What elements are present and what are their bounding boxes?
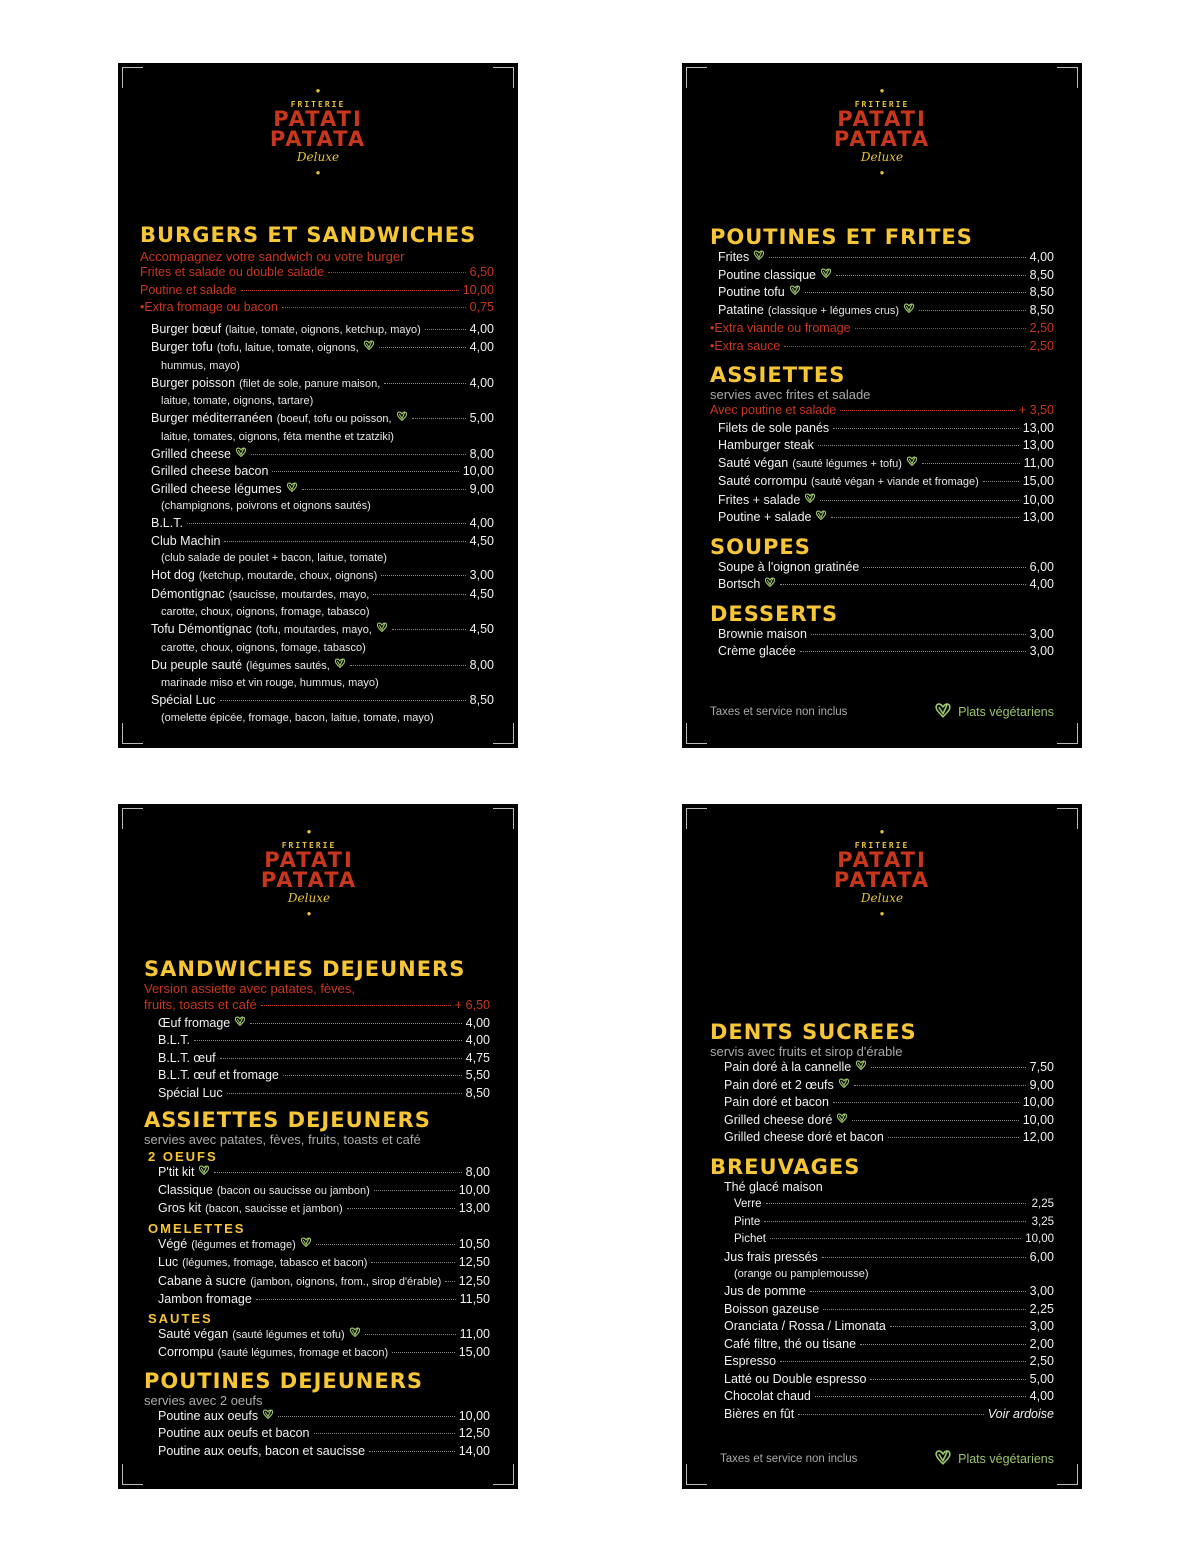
item-name: •Extra fromage ou bacon (140, 300, 278, 314)
menu-item (724, 1353, 1054, 1371)
item-name: Grilled cheese doré et bacon (724, 1130, 884, 1144)
item-name: Patatine (718, 302, 764, 317)
item-name: Pain doré à la cannelle (724, 1060, 852, 1074)
veg-heart-icon (855, 1059, 867, 1071)
item-name: Démontignac (151, 586, 225, 601)
item-price: 4,50 (469, 586, 494, 601)
menu-item-the: Thé glacé maison (724, 1179, 823, 1194)
item-description-continued: marinade miso et vin rouge, hummus, mayo) (161, 677, 379, 689)
menu-item (724, 1112, 1054, 1130)
veg-heart-icon (815, 509, 827, 521)
item-name: Hamburger steak (718, 438, 814, 452)
menu-item (158, 1273, 490, 1292)
item-name: Poutine + salade (718, 510, 812, 524)
section-title: BREUVAGES (710, 1154, 861, 1179)
menu-item (724, 1336, 1054, 1354)
item-description: (sauté végan + viande et fromage) (810, 476, 979, 488)
section-title: POUTINES ET FRITES (710, 225, 973, 249)
item-price: 12,00 (1022, 1130, 1054, 1144)
section-title: BURGERS ET SANDWICHES (140, 223, 477, 247)
section-note: servies avec frites et salade (710, 387, 871, 402)
item-name: Poutine classique (718, 267, 816, 282)
item-price: 4,00 (465, 1033, 490, 1047)
item-name: Boisson gazeuse (724, 1301, 820, 1316)
item-description-continued: (omelette épicée, fromage, bacon, laitue, tomate, mayo) (161, 711, 434, 724)
item-price: 10,00 (458, 1408, 490, 1423)
item-price: 13,00 (1022, 510, 1054, 524)
section-title: POUTINES DEJEUNERS (144, 1368, 423, 1393)
veg-legend: Plats végétariens (934, 1448, 1054, 1469)
item-name: Végé (158, 1236, 188, 1251)
item-description: (filet de sole, panure maison, (239, 377, 381, 390)
veg-heart-icon (262, 1408, 274, 1420)
item-description: (classique + légumes crus) (767, 304, 900, 317)
menu-item (718, 284, 1054, 302)
item-name: Pichet (734, 1233, 766, 1245)
size-row (734, 1196, 1054, 1214)
item-price: 5,00 (1029, 1371, 1054, 1386)
item-price: 13,00 (1022, 438, 1054, 452)
item-description: (saucisse, moutardes, mayo, (228, 588, 370, 601)
menu-item (724, 1129, 1054, 1147)
item-price: 10,00 (462, 282, 494, 297)
size-row (734, 1214, 1054, 1232)
item-name: Burger méditerranéen (151, 411, 273, 425)
menu-item (724, 1406, 1054, 1424)
menu-item (158, 1326, 490, 1345)
item-price: 6,50 (469, 265, 494, 279)
item-name: Bières en fût (724, 1406, 795, 1421)
item-name: Pain doré et bacon (724, 1095, 829, 1109)
item-price: 3,00 (1029, 644, 1054, 658)
item-price: 5,00 (469, 411, 494, 425)
item-description: (légumes sautés, (246, 659, 330, 672)
size-row (734, 1231, 1054, 1249)
item-name: Classique (158, 1182, 213, 1197)
item-price: 7,50 (1029, 1060, 1054, 1074)
item-name: Frites et salade ou double salade (140, 265, 325, 279)
item-name: Spécial Luc (151, 693, 216, 707)
item-name: Pinte (734, 1215, 761, 1228)
item-price: 4,50 (469, 622, 494, 636)
menu-item (158, 1425, 490, 1443)
group-title: 2 OEUFS (148, 1149, 218, 1164)
item-price: 3,00 (1029, 626, 1054, 641)
item-price: 4,00 (469, 516, 494, 530)
item-price: 15,00 (458, 1345, 490, 1359)
item-description: (tofu, laitue, tomate, oignons, (216, 342, 359, 354)
menu-item (151, 375, 494, 394)
item-name: Burger bœuf (151, 321, 222, 336)
menu-card-poutines (682, 63, 1082, 748)
item-name: Spécial Luc (158, 1085, 223, 1100)
item-price: 14,00 (458, 1443, 490, 1458)
item-name: Frites + salade (718, 492, 801, 507)
item-price: 2,50 (1029, 338, 1054, 353)
veg-heart-icon (934, 701, 952, 722)
section-intro: Accompagnez votre sandwich ou votre burger (140, 249, 405, 264)
item-description-continued: (club salade de poulet + bacon, laitue, tomate) (161, 552, 387, 564)
menu-item (151, 567, 494, 586)
item-name: B.L.T. (151, 516, 183, 530)
section-title: DENTS SUCREES (710, 1020, 917, 1044)
item-price: 10,50 (458, 1236, 490, 1251)
item-price: 12,50 (458, 1273, 490, 1288)
item-price: 12,50 (458, 1426, 490, 1440)
item-price: 4,00 (1029, 250, 1054, 264)
veg-heart-icon (300, 1236, 312, 1248)
veg-heart-icon (764, 576, 776, 588)
item-name: B.L.T. œuf (158, 1050, 216, 1065)
option-row (710, 402, 1054, 420)
item-price: 10,00 (1022, 492, 1054, 507)
item-name: Burger tofu (151, 340, 213, 354)
item-description-continued: hummus, mayo) (161, 359, 240, 372)
item-description: (bacon, saucisse et jambon) (205, 1203, 343, 1215)
brand-logo: ● FRITERIE PATATI PATATA Deluxe ● (269, 86, 367, 177)
item-price: 4,75 (465, 1050, 490, 1065)
item-price: 11,50 (459, 1292, 490, 1306)
menu-item (724, 1318, 1054, 1336)
item-price: 9,00 (1029, 1077, 1054, 1092)
section-note: servies avec 2 oeufs (144, 1392, 263, 1408)
item-description: (sauté légumes + tofu) (792, 457, 902, 470)
item-price: 10,00 (458, 1182, 490, 1197)
section-title: ASSIETTES (710, 363, 846, 387)
item-price: 8,50 (465, 1085, 490, 1100)
menu-item (718, 643, 1054, 661)
item-price: 4,00 (469, 321, 494, 336)
section-note: servis avec fruits et sirop d'érable (710, 1044, 903, 1059)
item-name: •Extra viande ou fromage (710, 321, 851, 335)
item-name: Crème glacée (718, 644, 796, 658)
item-name: Corrompu (158, 1345, 214, 1359)
menu-item (151, 586, 494, 605)
item-name: Grilled cheese (151, 446, 231, 461)
section-note-row: fruits, toasts et café + 6,50 (144, 997, 490, 1012)
item-price: 6,00 (1029, 1249, 1054, 1264)
menu-card-dejeuners (118, 804, 518, 1489)
item-description-continued: (orange ou pamplemousse) (734, 1268, 869, 1280)
menu-item (158, 1067, 490, 1085)
item-name: Tofu Démontignac (151, 622, 252, 636)
menu-item (151, 533, 494, 551)
menu-footer (720, 1448, 1054, 1469)
item-name: Sauté végan (718, 455, 789, 470)
item-description-continued: carotte, choux, oignons, fomage, tabasco) (161, 641, 366, 654)
item-description: (légumes et fromage) (191, 1238, 296, 1251)
item-name: P'tit kit (158, 1165, 195, 1179)
veg-heart-icon (906, 455, 918, 467)
menu-item (724, 1249, 1054, 1267)
item-price: 4,00 (465, 1015, 490, 1030)
item-price: 8,00 (469, 657, 494, 672)
item-name: Latté ou Double espresso (724, 1371, 867, 1386)
menu-item (151, 410, 494, 429)
section-title: SANDWICHES DEJEUNERS (144, 957, 466, 981)
item-name: Luc (158, 1255, 179, 1269)
menu-item (151, 657, 494, 676)
veg-heart-icon (198, 1164, 210, 1176)
item-description: (sauté légumes, fromage et bacon) (217, 1347, 389, 1359)
item-name: Poutine aux oeufs et bacon (158, 1426, 310, 1440)
menu-item (158, 1085, 490, 1103)
item-name: Avec poutine et salade (710, 403, 837, 417)
item-price: 3,00 (1029, 1284, 1054, 1298)
menu-item (718, 559, 1054, 577)
item-price: 10,00 (1022, 1095, 1054, 1109)
menu-item (158, 1443, 490, 1461)
item-price: 8,50 (1029, 302, 1054, 317)
item-price: 3,00 (469, 568, 494, 582)
menu-item (718, 420, 1054, 438)
item-name: Poutine aux oeufs (158, 1408, 259, 1423)
item-name: Filets de sole panés (718, 420, 830, 435)
item-price: 8,50 (1029, 267, 1054, 282)
menu-item (158, 1164, 490, 1182)
item-price: 2,25 (1029, 1301, 1054, 1316)
item-name: •Extra sauce (710, 338, 781, 353)
item-name: Poutine tofu (718, 285, 785, 299)
menu-item (151, 621, 494, 640)
item-name: Chocolat chaud (724, 1389, 811, 1403)
menu-item (718, 437, 1054, 455)
item-description: (légumes, fromage, tabasco et bacon) (182, 1257, 368, 1269)
option-row (140, 264, 494, 282)
item-name: Café filtre, thé ou tisane (724, 1336, 857, 1351)
menu-item (158, 1408, 490, 1426)
item-price: 10,00 (462, 464, 494, 478)
section-note: Version assiette avec patates, fèves, (144, 981, 356, 996)
item-name: Verre (734, 1198, 762, 1210)
item-name: Du peuple sauté (151, 657, 243, 672)
menu-item (724, 1388, 1054, 1406)
menu-item (158, 1254, 490, 1273)
item-name: Espresso (724, 1354, 777, 1368)
menu-item (151, 463, 494, 481)
item-price: 3,25 (1031, 1215, 1054, 1228)
section-note: servies avec patates, fèves, fruits, toasts et café (144, 1132, 421, 1147)
veg-heart-icon (235, 446, 247, 458)
item-price: + 3,50 (1018, 403, 1054, 417)
item-price: 6,00 (1029, 559, 1054, 574)
menu-item (718, 626, 1054, 644)
item-price: 5,50 (465, 1068, 490, 1082)
veg-heart-icon (903, 302, 915, 314)
item-price: 3,00 (1029, 1319, 1054, 1333)
menu-item (718, 267, 1054, 285)
item-description: (ketchup, moutarde, choux, oignons) (198, 570, 378, 582)
item-price: 12,50 (458, 1255, 490, 1269)
item-price: 13,00 (458, 1201, 490, 1215)
menu-item (158, 1050, 490, 1068)
item-price: 8,50 (1029, 285, 1054, 299)
menu-item (724, 1059, 1054, 1077)
menu-item (718, 473, 1054, 492)
item-description: (laitue, tomate, oignons, ketchup, mayo) (225, 323, 421, 336)
item-price: 2,25 (1031, 1198, 1054, 1210)
menu-item (718, 302, 1054, 321)
item-name: Jus frais pressés (724, 1249, 818, 1264)
item-price: 2,50 (1029, 321, 1054, 335)
taxes-note: Taxes et service non inclus (710, 705, 848, 718)
item-price: 10,00 (1025, 1233, 1054, 1245)
menu-item (718, 492, 1054, 510)
item-name: Pain doré et 2 œufs (724, 1077, 834, 1092)
item-price: 8,00 (465, 1165, 490, 1179)
option-row (140, 299, 494, 317)
veg-heart-icon (934, 1448, 952, 1469)
item-description-continued: (champignons, poivrons et oignons sautés) (161, 500, 371, 512)
extra-row (710, 320, 1054, 338)
item-name: Grilled cheese légumes (151, 481, 282, 496)
item-name: Sauté corrompu (718, 474, 807, 488)
section-title: ASSIETTES DEJEUNERS (144, 1108, 431, 1132)
item-description: (bacon ou saucisse ou jambon) (216, 1184, 370, 1197)
item-name: Cabane à sucre (158, 1273, 247, 1288)
item-price: 4,00 (1029, 1389, 1054, 1403)
menu-item (151, 321, 494, 340)
item-description: (sauté légumes et tofu) (232, 1328, 345, 1341)
item-name: Burger poisson (151, 375, 236, 390)
item-price: 2,50 (1029, 1354, 1054, 1368)
item-price: 0,75 (469, 300, 494, 314)
item-name: Sauté végan (158, 1326, 229, 1341)
item-price: 8,00 (469, 446, 494, 461)
item-name: Gros kit (158, 1201, 202, 1215)
section-title: DESSERTS (710, 601, 839, 626)
section-title: SOUPES (710, 534, 811, 559)
item-price: 13,00 (1022, 420, 1054, 435)
menu-item (158, 1236, 490, 1255)
veg-heart-icon (234, 1015, 246, 1027)
menu-item (724, 1371, 1054, 1389)
menu-item (151, 515, 494, 533)
item-price: 4,00 (1029, 577, 1054, 591)
menu-item (718, 509, 1054, 527)
item-price: 2,00 (1029, 1336, 1054, 1351)
item-name: Bortsch (718, 577, 761, 591)
item-price: 9,00 (469, 481, 494, 496)
veg-heart-icon (376, 621, 388, 633)
menu-item (718, 455, 1054, 474)
extra-row (710, 338, 1054, 356)
item-price: 15,00 (1022, 474, 1054, 488)
group-title: SAUTES (148, 1310, 213, 1326)
menu-item (724, 1301, 1054, 1319)
item-description-continued: laitue, tomates, oignons, féta menthe et tzatziki) (161, 430, 394, 443)
veg-heart-icon (804, 492, 816, 504)
menu-item (718, 576, 1054, 594)
item-price: 4,00 (469, 375, 494, 390)
veg-heart-icon (396, 410, 408, 422)
item-name: Grilled cheese bacon (151, 464, 269, 478)
item-price: Voir ardoise (987, 1406, 1054, 1421)
brand-logo: ● FRITERIE PATATI PATATA Deluxe ● (833, 86, 931, 177)
menu-item (718, 249, 1054, 267)
menu-item (158, 1344, 490, 1363)
menu-item (158, 1032, 490, 1050)
brand-logo: ● FRITERIE PATATI PATATA Deluxe ● (833, 827, 931, 918)
menu-item (724, 1094, 1054, 1112)
veg-heart-icon (363, 339, 375, 351)
menu-item (158, 1015, 490, 1033)
menu-footer (710, 701, 1054, 722)
menu-item (151, 481, 494, 499)
item-name: Grilled cheese doré (724, 1112, 833, 1127)
menu-item (158, 1291, 490, 1309)
menu-item (151, 446, 494, 464)
item-name: Soupe à l'oignon gratinée (718, 559, 860, 574)
menu-card-burgers (118, 63, 518, 748)
veg-heart-icon (334, 657, 346, 669)
item-name: Poutine aux oeufs, bacon et saucisse (158, 1443, 366, 1458)
brand-logo: ● FRITERIE PATATI PATATA Deluxe ● (260, 827, 358, 918)
group-title: OMELETTES (148, 1220, 246, 1236)
menu-item (724, 1077, 1054, 1095)
item-description: (jambon, oignons, from., sirop d'érable) (250, 1275, 442, 1288)
menu-item (158, 1200, 490, 1219)
item-name: Club Machin (151, 533, 221, 548)
item-name: B.L.T. œuf et fromage (158, 1068, 279, 1082)
item-name: Brownie maison (718, 626, 807, 641)
menu-item (724, 1283, 1054, 1301)
item-description: (tofu, moutardes, mayo, (255, 624, 372, 636)
item-description: (boeuf, tofu ou poisson, (276, 413, 392, 425)
menu-item (151, 692, 494, 710)
item-name: Jus de pomme (724, 1284, 806, 1298)
item-price: 4,00 (469, 340, 494, 354)
item-price: 4,50 (469, 533, 494, 548)
item-description-continued: carotte, choux, oignons, fromage, tabasco) (161, 606, 370, 618)
veg-heart-icon (836, 1112, 848, 1124)
item-name: Frites (718, 250, 750, 264)
item-description-continued: laitue, tomate, oignons, tartare) (161, 395, 314, 407)
menu-item (158, 1182, 490, 1201)
item-price: 8,50 (469, 693, 494, 707)
item-name: Hot dog (151, 568, 195, 582)
menu-item (151, 339, 494, 358)
veg-heart-icon (789, 284, 801, 296)
item-price: 11,00 (459, 1326, 490, 1341)
item-name: B.L.T. (158, 1033, 190, 1047)
veg-heart-icon (820, 267, 832, 279)
item-name: Œuf fromage (158, 1015, 231, 1030)
item-name: Poutine et salade (140, 282, 237, 297)
taxes-note: Taxes et service non inclus (720, 1452, 858, 1465)
item-name: Oranciata / Rossa / Limonata (724, 1319, 886, 1333)
veg-heart-icon (753, 249, 765, 261)
item-price: 10,00 (1022, 1112, 1054, 1127)
veg-legend: Plats végétariens (934, 701, 1054, 722)
veg-heart-icon (838, 1077, 850, 1089)
menu-card-sucrees (682, 804, 1082, 1489)
item-price: 11,00 (1023, 455, 1054, 470)
item-name: Jambon fromage (158, 1292, 252, 1306)
veg-heart-icon (286, 481, 298, 493)
option-row (140, 282, 494, 300)
veg-heart-icon (349, 1326, 361, 1338)
